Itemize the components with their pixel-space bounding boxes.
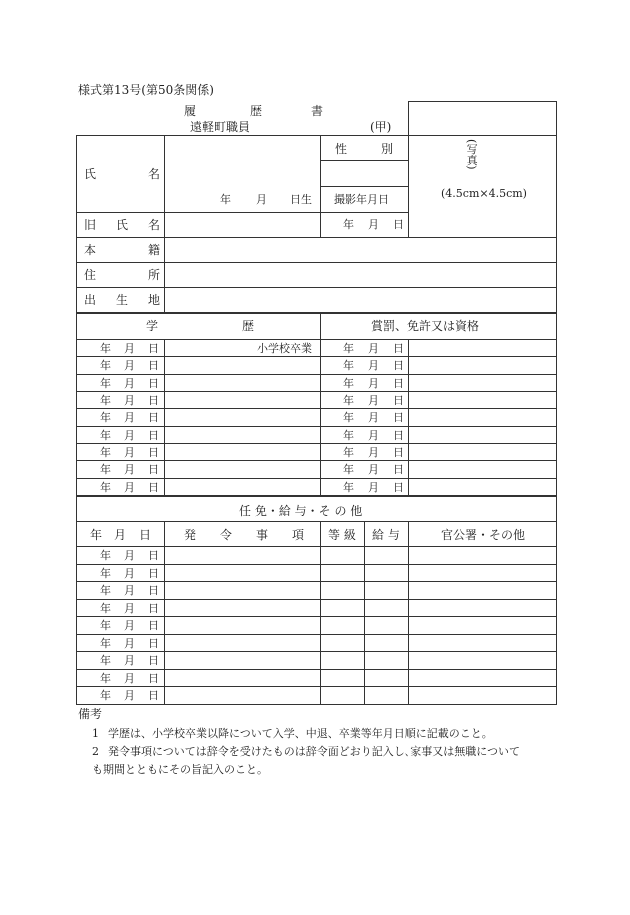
award-row-day: 日 <box>393 411 404 425</box>
note-2-text-line-2: も期間とともにその旨記入のこと。 <box>92 763 268 776</box>
education-row-day: 日 <box>148 411 159 425</box>
old-name-day: 日 <box>393 218 404 231</box>
honseki-label-2: 籍 <box>148 243 161 257</box>
education-row-month: 月 <box>124 428 135 442</box>
old-name-label-3: 名 <box>148 218 161 232</box>
birth-year: 年 <box>220 193 231 206</box>
award-row-month: 月 <box>368 411 379 425</box>
appt-col-divider-1 <box>164 521 165 704</box>
birth-month: 月 <box>256 193 267 206</box>
education-row-year: 年 <box>100 480 111 494</box>
education-row-month: 月 <box>124 463 135 477</box>
photo-box-left-line <box>408 101 409 237</box>
note-2-number: 2 <box>92 745 99 758</box>
award-row-day: 日 <box>393 445 404 459</box>
award-row-month: 月 <box>368 445 379 459</box>
education-date-col-divider <box>164 339 165 495</box>
table-bottom-line <box>76 704 557 705</box>
appointment-row-month: 月 <box>124 689 135 703</box>
education-row-month: 月 <box>124 342 135 355</box>
award-row-year: 年 <box>343 376 354 390</box>
appt-col-year: 年 <box>90 528 103 542</box>
honseki-label-1: 本 <box>84 243 97 257</box>
photo-box-top-line <box>408 101 556 102</box>
appointment-row-month: 月 <box>124 566 135 580</box>
award-row-month: 月 <box>368 376 379 390</box>
award-row-month: 月 <box>368 480 379 494</box>
education-row-year: 年 <box>100 393 111 407</box>
education-row-year: 年 <box>100 428 111 442</box>
honseki-row-bottom <box>76 262 556 263</box>
education-row-day: 日 <box>148 445 159 459</box>
title-char-2: 歴 <box>250 104 263 118</box>
appt-colheader-bottom <box>76 546 556 547</box>
note-1-text: 学歴は、小学校卒業以降について入学、中退、卒業等年月日順に記載のこと。 <box>108 727 493 740</box>
appointment-row-day: 日 <box>148 584 159 598</box>
kou-label: (甲) <box>370 120 392 134</box>
note-1-number: 1 <box>92 727 99 740</box>
old-name-year: 年 <box>343 218 354 231</box>
education-row-line <box>76 426 556 427</box>
form-label: 様式第13号(第50条関係) <box>78 83 214 97</box>
table-left-border <box>76 135 77 704</box>
award-row-year: 年 <box>343 393 354 407</box>
appt-col-divider-4 <box>408 521 409 704</box>
education-row-year: 年 <box>100 376 111 390</box>
personal-col-divider <box>164 135 165 312</box>
appointment-row-line <box>76 616 556 617</box>
appointment-row-month: 月 <box>124 654 135 668</box>
award-row-day: 日 <box>393 480 404 494</box>
note-2-text-line-1: 発令事項については辞令を受けたものは辞令面どおり記入し､家事又は無職について <box>108 745 521 758</box>
appt-col-matters-3: 事 <box>256 528 269 542</box>
name-label-1: 氏 <box>84 167 97 181</box>
award-row-year: 年 <box>343 480 354 494</box>
personal-section-bottom <box>76 312 556 314</box>
education-row-month: 月 <box>124 411 135 425</box>
education-first-entry: 小学校卒業 <box>257 342 312 355</box>
appointment-row-line <box>76 581 556 582</box>
appointment-row-day: 日 <box>148 654 159 668</box>
award-row-year: 年 <box>343 463 354 477</box>
education-row-month: 月 <box>124 480 135 494</box>
appointment-row-year: 年 <box>100 601 111 615</box>
award-row-day: 日 <box>393 342 404 355</box>
appointment-row-month: 月 <box>124 671 135 685</box>
award-row-month: 月 <box>368 393 379 407</box>
address-label-1: 住 <box>84 268 97 282</box>
award-row-day: 日 <box>393 463 404 477</box>
award-row-month: 月 <box>368 428 379 442</box>
appointment-row-year: 年 <box>100 654 111 668</box>
old-name-label-2: 氏 <box>116 218 129 232</box>
education-row-year: 年 <box>100 342 111 355</box>
photo-label: (写真) <box>465 139 479 170</box>
name-label-2: 名 <box>148 167 161 181</box>
sex-row-line-1 <box>320 160 408 161</box>
award-row-day: 日 <box>393 359 404 373</box>
org-name: 遠軽町職員 <box>190 120 251 134</box>
award-row-month: 月 <box>368 463 379 477</box>
education-header-bottom <box>76 339 556 340</box>
appointment-row-year: 年 <box>100 689 111 703</box>
appointment-row-day: 日 <box>148 689 159 703</box>
appointment-row-day: 日 <box>148 619 159 633</box>
appt-col-divider-3 <box>364 521 365 704</box>
appt-col-month: 月 <box>114 528 127 542</box>
education-row-day: 日 <box>148 480 159 494</box>
appt-col-salary: 給 与 <box>372 528 400 542</box>
education-mid-divider <box>320 313 321 496</box>
education-row-line <box>76 478 556 479</box>
appointment-row-year: 年 <box>100 619 111 633</box>
sex-label-1: 性 <box>335 142 348 156</box>
old-name-label-1: 旧 <box>84 218 97 232</box>
award-row-year: 年 <box>343 445 354 459</box>
education-row-day: 日 <box>148 463 159 477</box>
education-section-bottom <box>76 495 556 497</box>
education-header-2: 歴 <box>242 319 255 333</box>
education-row-line <box>76 374 556 375</box>
photo-size: (4.5cm×4.5cm) <box>441 187 527 200</box>
photo-box-right-line <box>556 101 557 237</box>
appointment-header-bottom <box>76 521 556 522</box>
award-header: 賞罰、免許又は資格 <box>371 319 480 333</box>
appointment-row-line <box>76 599 556 600</box>
award-row-year: 年 <box>343 411 354 425</box>
appt-col-matters-4: 項 <box>292 528 305 542</box>
award-row-day: 日 <box>393 393 404 407</box>
appointment-row-month: 月 <box>124 584 135 598</box>
appointment-row-day: 日 <box>148 601 159 615</box>
birthplace-label-3: 地 <box>148 293 161 307</box>
appointment-row-month: 月 <box>124 619 135 633</box>
education-row-year: 年 <box>100 445 111 459</box>
education-row-day: 日 <box>148 342 159 355</box>
appointment-row-month: 月 <box>124 549 135 562</box>
notes-heading: 備考 <box>78 707 103 721</box>
education-header-1: 学 <box>146 319 159 333</box>
appointment-row-year: 年 <box>100 671 111 685</box>
education-row-line <box>76 460 556 461</box>
award-row-day: 日 <box>393 376 404 390</box>
award-row-year: 年 <box>343 342 354 355</box>
award-row-month: 月 <box>368 342 379 355</box>
education-row-month: 月 <box>124 376 135 390</box>
appointment-row-year: 年 <box>100 566 111 580</box>
name-row-bottom <box>76 212 408 213</box>
education-row-line <box>76 443 556 444</box>
old-name-month: 月 <box>368 218 379 231</box>
education-row-day: 日 <box>148 428 159 442</box>
table-top-line <box>76 135 556 136</box>
birthplace-label-2: 生 <box>116 293 129 307</box>
education-row-month: 月 <box>124 393 135 407</box>
appt-col-matters-2: 令 <box>220 528 233 542</box>
appointment-row-day: 日 <box>148 566 159 580</box>
appointment-header: 任 免・給 与・そ の 他 <box>239 504 363 518</box>
education-row-month: 月 <box>124 359 135 373</box>
address-row-bottom <box>76 287 556 288</box>
appt-col-matters-1: 発 <box>184 528 197 542</box>
education-row-line <box>76 391 556 392</box>
appointment-row-year: 年 <box>100 549 111 562</box>
award-row-day: 日 <box>393 428 404 442</box>
appt-col-divider-2 <box>320 521 321 704</box>
appointment-row-day: 日 <box>148 671 159 685</box>
education-row-year: 年 <box>100 463 111 477</box>
table-right-border <box>556 237 557 704</box>
appointment-row-month: 月 <box>124 601 135 615</box>
award-row-year: 年 <box>343 359 354 373</box>
appointment-row-day: 日 <box>148 636 159 650</box>
photo-date-label: 撮影年月日 <box>334 193 389 206</box>
award-date-col-divider <box>408 339 409 495</box>
appointment-row-line <box>76 564 556 565</box>
education-row-year: 年 <box>100 411 111 425</box>
sex-row-line-2 <box>320 186 408 187</box>
award-row-month: 月 <box>368 359 379 373</box>
education-row-line <box>76 356 556 357</box>
birth-day: 日生 <box>290 193 312 206</box>
appointment-row-year: 年 <box>100 584 111 598</box>
old-name-row-bottom <box>76 237 556 238</box>
appointment-row-day: 日 <box>148 549 159 562</box>
appointment-row-line <box>76 651 556 652</box>
education-row-day: 日 <box>148 359 159 373</box>
title-char-3: 書 <box>311 104 324 118</box>
appointment-row-line <box>76 669 556 670</box>
education-row-day: 日 <box>148 393 159 407</box>
address-label-2: 所 <box>148 268 161 282</box>
appt-col-office: 官公署・その他 <box>441 528 526 542</box>
award-row-year: 年 <box>343 428 354 442</box>
education-row-month: 月 <box>124 445 135 459</box>
appointment-row-month: 月 <box>124 636 135 650</box>
education-row-year: 年 <box>100 359 111 373</box>
birthplace-label-1: 出 <box>84 293 97 307</box>
appointment-row-line <box>76 634 556 635</box>
appt-col-grade: 等 級 <box>328 528 356 542</box>
appt-col-day: 日 <box>139 528 152 542</box>
appointment-row-line <box>76 686 556 687</box>
sex-label-2: 別 <box>381 142 394 156</box>
title-char-1: 履 <box>184 104 197 118</box>
education-row-day: 日 <box>148 376 159 390</box>
appointment-row-year: 年 <box>100 636 111 650</box>
education-row-line <box>76 408 556 409</box>
